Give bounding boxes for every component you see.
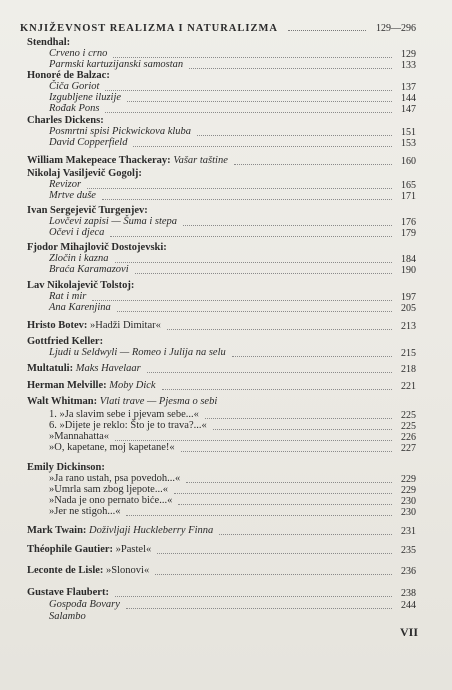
author-entry	[27, 525, 213, 536]
page-ref: 213	[401, 321, 416, 332]
leader-dots	[117, 310, 392, 312]
work-entry	[49, 216, 177, 227]
author-name: Walt Whitman:	[27, 396, 98, 407]
page-ref: 221	[401, 381, 416, 392]
page-ref: 190	[401, 265, 416, 276]
leader-dots	[183, 224, 392, 226]
work-entry	[49, 409, 199, 420]
work-title: Zločin i kazna	[49, 253, 109, 264]
work-entry	[49, 506, 120, 517]
work-title: »Slonovi«	[106, 565, 150, 576]
author-entry	[27, 587, 109, 598]
leader-dots	[147, 371, 392, 373]
work-entry	[49, 48, 107, 59]
page-ref: 236	[401, 566, 416, 577]
author-entry	[27, 320, 161, 331]
work-title: Doživljaji Huckleberry Finna	[89, 525, 214, 536]
page-ref: 230	[401, 507, 416, 518]
work-entry	[49, 291, 86, 302]
work-title: Gospođa Bovary	[49, 599, 120, 610]
work-entry	[49, 347, 226, 358]
work-entry	[49, 599, 120, 610]
leader-dots	[126, 607, 392, 609]
leader-dots	[219, 533, 392, 535]
work-title: 6. »Dijete je reklo: Što je to trava?...«	[49, 420, 207, 431]
work-entry	[49, 611, 86, 622]
section-header	[20, 23, 416, 34]
work-title: Posmrtni spisi Pickwickova kluba	[49, 126, 192, 137]
work-title: »Umrla sam zbog ljepote...«	[49, 484, 168, 495]
leader-dots	[133, 145, 392, 147]
leader-dots	[162, 388, 392, 390]
leader-dots	[102, 198, 392, 200]
work-entry	[49, 484, 168, 495]
page-ref: 179	[401, 228, 416, 239]
leader-dots	[135, 272, 392, 274]
work-title: »Hadži Dimitar«	[90, 320, 161, 331]
author-name: Stendhal:	[27, 37, 71, 48]
work-title: Braća Karamazovi	[49, 264, 129, 275]
leader-dots	[181, 450, 392, 452]
author-entry	[27, 280, 134, 291]
leader-dots	[87, 187, 392, 189]
page-ref: 197	[401, 292, 416, 303]
author-name: Théophile Gautier:	[27, 544, 114, 555]
leader-dots	[110, 235, 392, 237]
leader-dots	[288, 30, 366, 31]
page-ref: 235	[401, 545, 416, 556]
page-ref: 160	[401, 156, 416, 167]
page-ref: 238	[401, 588, 416, 599]
leader-dots	[205, 417, 392, 419]
leader-dots	[115, 261, 392, 263]
author-name: William Makepeace Thackeray:	[27, 155, 171, 166]
page-ref: 129	[401, 49, 416, 60]
author-name: Charles Dickens:	[27, 115, 104, 126]
work-entry	[49, 495, 172, 506]
leader-dots	[186, 481, 392, 483]
page-ref: 215	[401, 348, 416, 359]
work-entry	[49, 442, 175, 453]
author-entry	[27, 336, 103, 347]
work-title: Očevi i djeca	[49, 227, 105, 238]
work-entry	[49, 264, 129, 275]
work-entry	[49, 227, 104, 238]
author-name: Mark Twain:	[27, 525, 87, 536]
leader-dots	[232, 355, 392, 357]
work-title: David Copperfield	[49, 137, 128, 148]
page-ref: 231	[401, 526, 416, 537]
author-entry	[27, 396, 217, 407]
work-title: »Mannahatta«	[49, 431, 110, 442]
page-ref: 147	[401, 104, 416, 115]
leader-dots	[113, 56, 392, 58]
work-title: Čiča Goriot	[49, 81, 100, 92]
page-ref: 133	[401, 60, 416, 71]
author-name: Ivan Sergejevič Turgenjev:	[27, 205, 148, 216]
leader-dots	[167, 328, 392, 330]
page-ref: 184	[401, 254, 416, 265]
work-title: »Jer ne stigoh...«	[49, 506, 121, 517]
author-entry	[27, 205, 148, 216]
author-entry	[27, 544, 151, 555]
work-title: »Nada je ono pernato biće...«	[49, 495, 173, 506]
leader-dots	[178, 503, 392, 505]
page-ref: 230	[401, 496, 416, 507]
leader-dots	[126, 514, 392, 516]
leader-dots	[174, 492, 392, 494]
page-ref: 225	[401, 410, 416, 421]
work-entry	[49, 302, 111, 313]
author-name: Nikolaj Vasiljevič Gogolj:	[27, 168, 142, 179]
author-entry	[27, 363, 141, 374]
page-ref: 205	[401, 303, 416, 314]
work-entry	[49, 137, 127, 148]
author-entry	[27, 155, 228, 166]
page-ref: 229	[401, 485, 416, 496]
work-entry	[49, 59, 183, 70]
work-title: Mrtve duše	[49, 190, 96, 201]
work-title: Ana Karenjina	[49, 302, 111, 313]
author-entry	[27, 565, 149, 576]
work-title: Izgubljene iluzije	[49, 92, 122, 103]
leader-dots	[115, 595, 392, 597]
work-entry	[49, 253, 109, 264]
work-title: Vlati trave — Pjesma o sebi	[99, 396, 218, 407]
work-title: Parmski kartuzijanski samostan	[49, 59, 184, 70]
work-title: Crveno i crno	[49, 48, 108, 59]
author-name: Lav Nikolajevič Tolstoj:	[27, 280, 135, 291]
page-ref: 153	[401, 138, 416, 149]
author-entry	[27, 380, 156, 391]
leader-dots	[213, 428, 392, 430]
work-entry	[49, 103, 99, 114]
work-title: Moby Dick	[109, 380, 156, 391]
page-ref: 218	[401, 364, 416, 375]
page-ref: 225	[401, 421, 416, 432]
author-name: Honoré de Balzac:	[27, 70, 110, 81]
work-entry	[49, 179, 81, 190]
author-name: Hristo Botev:	[27, 320, 88, 331]
page-ref: 226	[401, 432, 416, 443]
leader-dots	[197, 134, 392, 136]
page-ref: 171	[401, 191, 416, 202]
work-title: »Pastel«	[115, 544, 152, 555]
page-ref: 165	[401, 180, 416, 191]
author-entry	[27, 168, 142, 179]
author-name: Multatuli:	[27, 363, 74, 374]
work-title: Ljudi u Seldwyli — Romeo i Julija na selu	[49, 347, 226, 358]
work-entry	[49, 81, 99, 92]
section-page-range: 129—296	[376, 23, 416, 34]
author-entry	[27, 115, 104, 126]
author-entry	[27, 242, 167, 253]
leader-dots	[127, 100, 392, 102]
work-title: »Ja rano ustah, psa povedoh...«	[49, 473, 181, 484]
author-entry	[27, 462, 105, 473]
page-number: VII	[399, 625, 418, 639]
work-title: Revizor	[49, 179, 82, 190]
author-name: Emily Dickinson:	[27, 462, 105, 473]
author-entry	[27, 70, 110, 81]
leader-dots	[157, 552, 392, 554]
work-entry	[49, 473, 180, 484]
work-title: Vašar taštine	[173, 155, 228, 166]
page-ref: 229	[401, 474, 416, 485]
section-title: KNJIŽEVNOST REALIZMA I NATURALIZMA	[20, 23, 278, 34]
page-ref: 244	[401, 600, 416, 611]
leader-dots	[105, 111, 392, 113]
author-name: Herman Melville:	[27, 380, 107, 391]
page-ref: 151	[401, 127, 416, 138]
work-title: Salambo	[49, 611, 86, 622]
author-name: Gustave Flaubert:	[27, 587, 109, 598]
leader-dots	[115, 439, 392, 441]
leader-dots	[234, 163, 392, 165]
author-name: Gottfried Keller:	[27, 336, 104, 347]
leader-dots	[189, 67, 392, 69]
work-entry	[49, 92, 121, 103]
work-title: Lovčevi zapisi — Šuma i stepa	[49, 216, 178, 227]
author-entry	[27, 37, 70, 48]
author-name: Leconte de Lisle:	[27, 565, 104, 576]
work-entry	[49, 126, 191, 137]
work-title: Rođak Pons	[49, 103, 100, 114]
page-ref: 144	[401, 93, 416, 104]
work-title: Maks Havelaar	[75, 363, 141, 374]
page-ref: 176	[401, 217, 416, 228]
work-title: 1. »Ja slavim sebe i pjevam sebe...«	[49, 409, 199, 420]
page-ref: 227	[401, 443, 416, 454]
work-title: »O, kapetane, moj kapetane!«	[49, 442, 175, 453]
work-entry	[49, 431, 109, 442]
work-entry	[49, 420, 207, 431]
leader-dots	[92, 299, 392, 301]
page-ref: 137	[401, 82, 416, 93]
author-name: Fjodor Mihajlovič Dostojevski:	[27, 242, 167, 253]
leader-dots	[105, 89, 392, 91]
work-entry	[49, 190, 96, 201]
leader-dots	[155, 573, 392, 575]
work-title: Rat i mir	[49, 291, 87, 302]
